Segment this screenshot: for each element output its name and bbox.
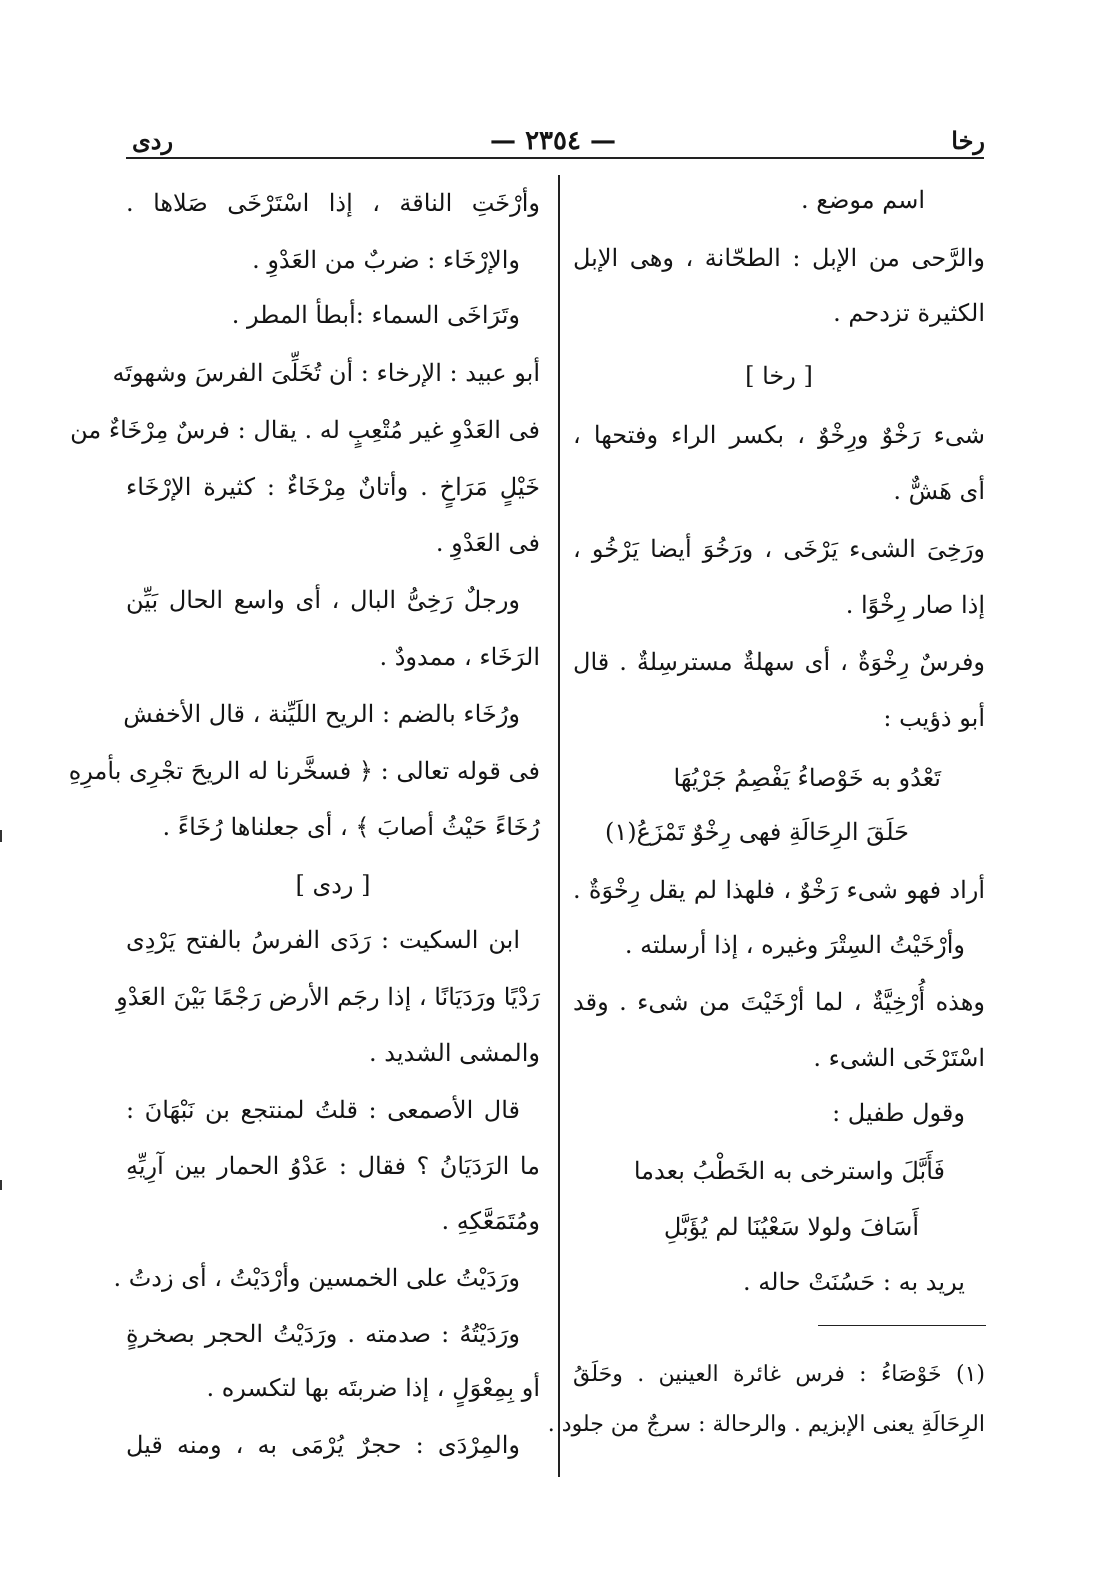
text-line: اسم موضع . <box>800 186 925 214</box>
verse-line: تَعْدُو به خَوْصاءُ يَفْصِمُ جَرْيُهَا <box>673 764 941 792</box>
section-heading-rukha: [ رخا ] <box>745 362 813 390</box>
text-line: أبو عبيد : الإرخاء : أن تُخَلِّىَ الفرسَ وشهوتَه <box>112 359 540 387</box>
text-line: ومُتَمَعَّكِهِ . <box>441 1207 540 1235</box>
text-line: وفرسٌ رِخْوَةٌ ، أى سهلةٌ مسترسِلةٌ . قال <box>573 648 985 676</box>
text-line: ما الرَدَيَانُ ؟ فقال : عَدْوُ الحمار بين آرِيِّهِ <box>126 1152 540 1180</box>
text-line: ورَدَيْتُ على الخمسين وأرْدَيْتُ ، أى زدتُ . <box>113 1264 520 1292</box>
text-line: أراد فهو شىء رَخْوٌ ، فلهذا لم يقل رِخْوَةٌ . <box>573 876 985 904</box>
text-line: ورَدَيْتُهُ : صدمته . ورَدَيْتُ الحجر بصخرةٍ <box>126 1320 520 1348</box>
text-line: يريد به : حَسُنَتْ حاله . <box>743 1268 965 1296</box>
footnote-line: الرِحَالَةِ يعنى الإبزيم . والرحالة : سرجٌ من جلود . <box>547 1412 985 1437</box>
text-line: الرَخَاء ، ممدودٌ . <box>379 643 540 671</box>
text-line: رُخَاءً حَيْثُ أصابَ ﴾ ، أى جعلناها رُخَاءً . <box>162 813 540 841</box>
text-line: ورجلٌ رَخِىُّ البال ، أى واسع الحال بَيِّن <box>126 586 520 614</box>
text-line: أى هَشٌّ . <box>893 477 985 505</box>
text-line: رَدْيًا ورَدَيَانًا ، إذا رجَم الأرض رَجْمًا بَيْنَ العَدْوِ <box>116 983 540 1011</box>
text-line: والمِرْدَى : حجرٌ يُرْمَى به ، ومنه قيل <box>126 1431 520 1459</box>
text-line: أو بِمِعْوَلٍ ، إذا ضربتَه بها لتكسره . <box>206 1374 540 1402</box>
text-line: ورَخِىَ الشىء يَرْخَى ، ورَخُوَ أيضا يَرْخُو ، <box>573 535 985 563</box>
text-line: فى العَدْوِ . <box>435 529 540 557</box>
text-line: شىء رَخْوٌ ورِخْوٌ ، بكسر الراء وفتحها ، <box>573 421 985 449</box>
section-heading-rada: [ ردى ] <box>295 871 371 899</box>
text-line: فى قوله تعالى : ﴿ فسخَّرنا له الريحَ تجْرِى بأمرِهِ <box>68 757 540 785</box>
text-line: وهذه أُرْخِيَّةٌ ، لما أرْخَيْتَ من شىء . وقد <box>573 988 985 1016</box>
text-line: والمشى الشديد . <box>368 1039 540 1067</box>
text-line: قال الأصمعى : قلتُ لمنتجع بن نَبْهَانَ : <box>126 1096 520 1124</box>
scan-edge-mark <box>0 830 2 842</box>
text-line: فى العَدْوِ غير مُتْعِبٍ له . يقال : فرسٌ مِرْخَاءٌ من <box>70 416 540 444</box>
header-entry-left: ردى <box>132 126 174 155</box>
footnote-line: (١) خَوْصَاءُ : فرس غائرة العينين . وحَلَقُ <box>573 1362 985 1387</box>
column-divider <box>558 175 560 1477</box>
text-line: ورُخَاء بالضم : الريح اللَيِّنة ، قال الأخفش <box>123 700 520 728</box>
text-line: والرَّحى من الإبل : الطحّانة ، وهى الإبل <box>573 244 985 272</box>
verse-line: فَأَبَّلَ واسترخى به الخَطْبُ بعدما <box>633 1157 945 1185</box>
text-line: وقول طفيل : <box>832 1099 965 1127</box>
verse-line: أَسَافَ ولولا سَعْيُنَا لم يُؤَبَّلِ <box>663 1213 919 1241</box>
page-number: — ٢٣٥٤ — <box>490 126 616 156</box>
text-line: والإرْخَاء : ضربٌ من العَدْوِ . <box>252 246 520 274</box>
text-line: وأرْخَتِ الناقة ، إذا اسْتَرْخَى صَلاها . <box>126 189 540 217</box>
footnote-rule <box>818 1325 986 1326</box>
text-line: خَيْلٍ مَرَاخٍ . وأتانٌ مِرْخَاءٌ : كثيرة الإرْخَاء <box>126 473 540 501</box>
text-line: ابن السكيت : رَدَى الفرسُ بالفتح يَرْدِى <box>126 926 520 954</box>
text-line: وتَرَاخَى السماء :أبطأ المطر . <box>231 301 520 329</box>
verse-line: حَلَقَ الرِحَالَةِ فهى رِخْوٌ تَمْزَعُ(١) <box>605 818 909 846</box>
text-line: إذا صار رِخْوًا . <box>845 591 985 619</box>
header-rule <box>126 157 984 159</box>
text-line: الكثيرة تزدحم . <box>833 299 985 327</box>
text-line: اسْتَرْخَى الشىء . <box>813 1044 985 1072</box>
header-entry-right: رخا <box>951 126 985 155</box>
text-line: أبو ذؤيب : <box>883 704 985 732</box>
scan-edge-mark <box>0 1180 2 1190</box>
text-line: وأرْخَيْتُ السِتْرَ وغيره ، إذا أرسلته . <box>624 931 965 959</box>
